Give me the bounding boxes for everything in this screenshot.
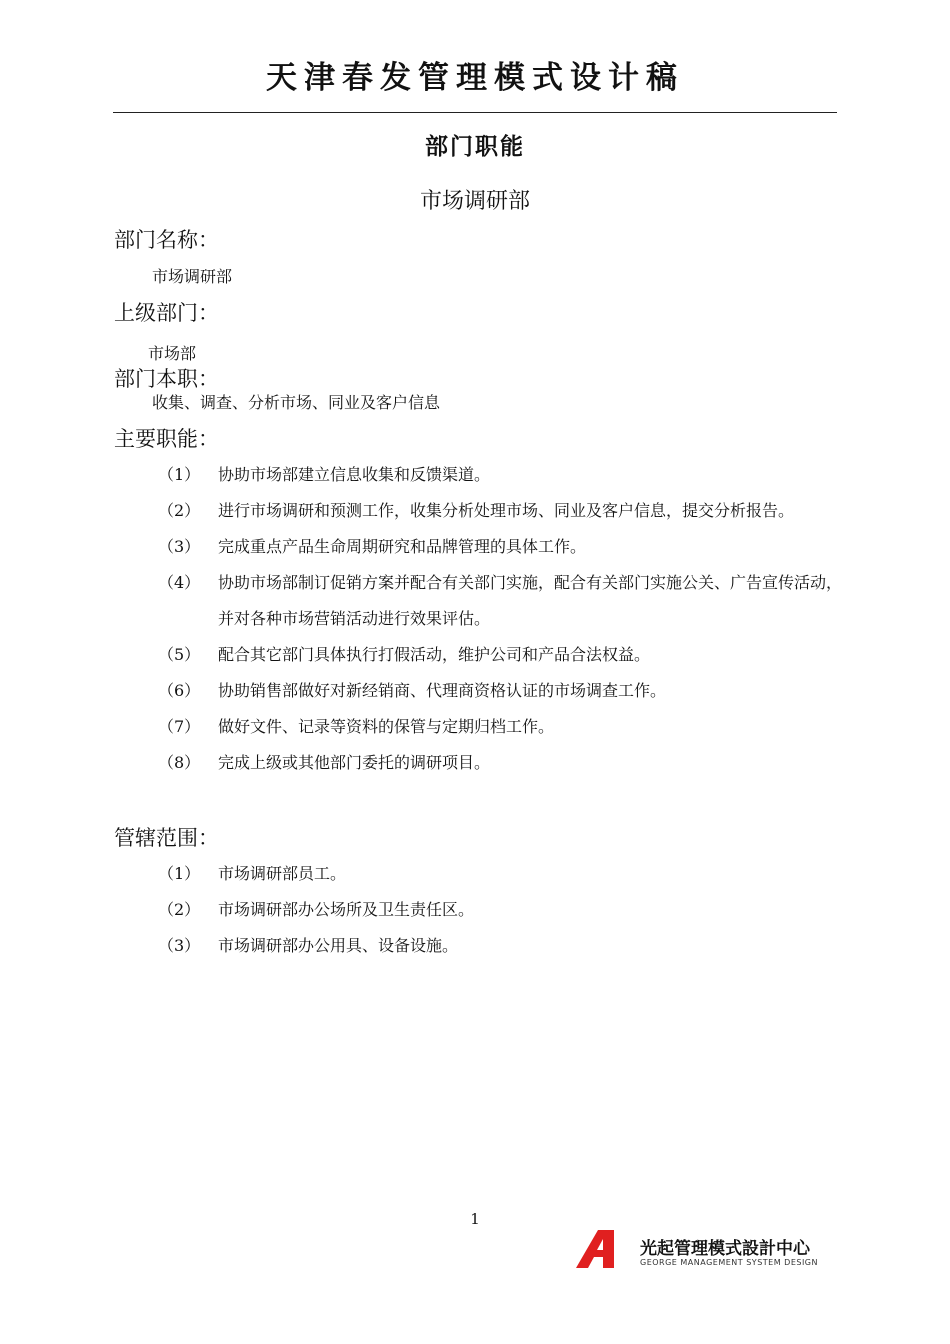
logo-subtitle: GEORGE MANAGEMENT SYSTEM DESIGN [640,1258,818,1267]
header-divider [113,112,837,113]
page-title: 部门职能 [425,134,525,160]
dept-name-value: 市场调研部 [152,267,233,286]
core-duty-heading: 部门本职： [114,367,219,391]
company-logo [574,1228,844,1272]
list-item: （7） 做好文件、记录等资料的保管与定期归档工作。 [158,717,555,736]
page-subtitle: 市场调研部 [419,189,530,214]
dept-name-heading: 部门名称： [114,228,219,252]
header-title: 天津春发管理模式设计稿 [266,60,684,96]
list-item: （6） 协助销售部做好对新经销商、代理商资格认证的市场调查工作。 [158,681,667,700]
core-duty-value: 收集、调查、分析市场、同业及客户信息 [152,393,441,412]
main-duties-list [158,457,848,781]
main-duties-heading: 主要职能： [114,427,219,451]
page-number: 1 [470,1210,480,1228]
list-item: （5） 配合其它部门具体执行打假活动，维护公司和产品合法权益。 [158,645,651,664]
parent-dept-heading: 上级部门： [114,301,219,325]
list-item: （3） 市场调研部办公用具、设备设施。 [158,936,459,955]
list-item: （1） 市场调研部员工。 [158,864,347,883]
list-item: （2） 进行市场调研和预测工作，收集分析处理市场、同业及客户信息，提交分析报告。 [158,501,795,520]
list-item: （2） 市场调研部办公场所及卫生责任区。 [158,900,475,919]
list-item: （4） 协助市场部制订促销方案并配合有关部门实施，配合有关部门实施公关、广告宣传活动，并对各种市场营销活动进行效果评估。 [158,573,843,628]
list-item: （8） 完成上级或其他部门委托的调研项目。 [158,753,491,772]
jurisdiction-list [158,856,848,964]
logo-name: 光起管理模式設計中心 [640,1239,810,1259]
logo-mark-icon [574,1230,636,1270]
list-item: （1） 协助市场部建立信息收集和反馈渠道。 [158,465,491,484]
list-item: （3） 完成重点产品生命周期研究和品牌管理的具体工作。 [158,537,587,556]
jurisdiction-heading: 管辖范围： [114,826,219,850]
parent-dept-value: 市场部 [148,344,197,363]
